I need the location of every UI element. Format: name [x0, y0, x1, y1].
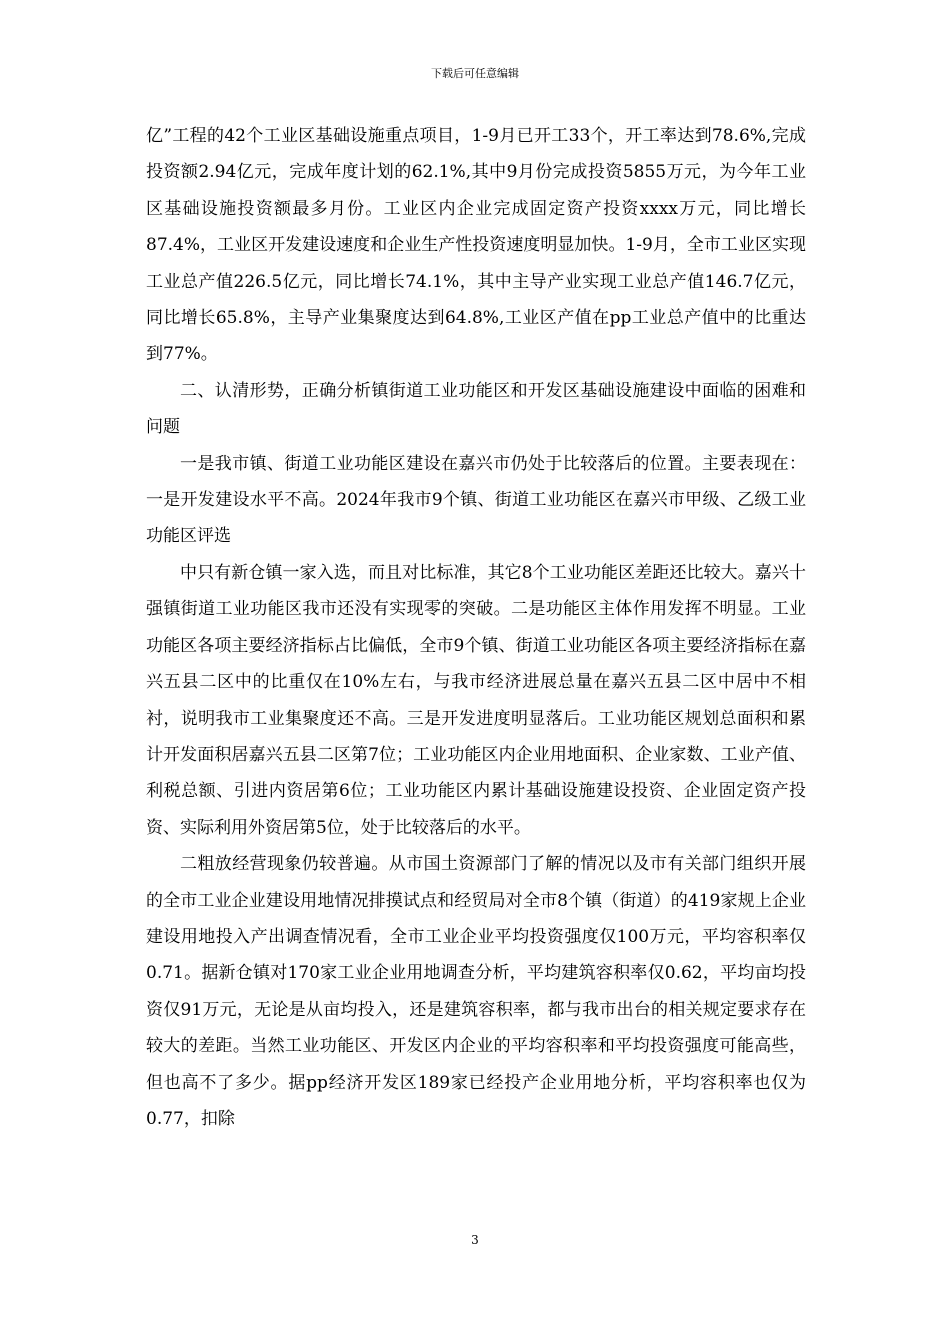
- paragraph-point-one: 一是我市镇、街道工业功能区建设在嘉兴市仍处于比较落后的位置。主要表现在：一是开发建设水平不高。2024年我市9个镇、街道工业功能区在嘉兴市甲级、乙级工业功能区评选: [146, 453, 806, 547]
- paragraph-continuation: 亿”工程的42个工业区基础设施重点项目，1-9月已开工33个，开工率达到78.6%,完成投资额2.94亿元，完成年度计划的62.1%,其中9月份完成投资5855万元，为今年工业区基础设施投资额最多月份。工业区内企业完成固定资产投资xxxx万元，同比增长87.4%，工业区开发建设速度和企业生产性投资速度明显加快。1-9月，全市工业区实现工业总产值226.5亿元，同比增长74.1%，其中主导产业实现工业总产值146.7亿元，同比增长65.8%，主导产业集聚度达到64.8%,工业区产值在pp工业总产值中的比重达到77%。: [146, 126, 806, 365]
- page-number: [0, 1232, 950, 1248]
- document-body: [146, 118, 806, 1137]
- header-text: 下载后可任意编辑: [431, 67, 519, 80]
- paragraph-point-one-continued: 中只有新仓镇一家入选，而且对比标准，其它8个工业功能区差距还比较大。嘉兴十强镇街道工业功能区我市还没有实现零的突破。二是功能区主体作用发挥不明显。工业功能区各项主要经济指标占比偏低，全市9个镇、街道工业功能区各项主要经济指标在嘉兴五县二区中的比重仅在10%左右，与我市经济进展总量在嘉兴五县二区中居中不相衬，说明我市工业集聚度还不高。三是开发进度明显落后。工业功能区规划总面积和累计开发面积居嘉兴五县二区第7位；工业功能区内企业用地面积、企业家数、工业产值、利税总额、引进内资居第6位；工业功能区内累计基础设施建设投资、企业固定资产投资、实际利用外资居第5位，处于比较落后的水平。: [146, 562, 806, 838]
- section-heading: 二、认清形势，正确分析镇街道工业功能区和开发区基础设施建设中面临的困难和问题: [146, 380, 806, 438]
- page-number-text: 3: [471, 1233, 479, 1247]
- page-header: [0, 66, 950, 82]
- paragraph-point-two: 二粗放经营现象仍较普遍。从市国土资源部门了解的情况以及市有关部门组织开展的全市工业企业建设用地情况排摸试点和经贸局对全市8个镇（街道）的419家规上企业建设用地投入产出调查情况看，全市工业企业平均投资强度仅100万元，平均容积率仅0.71。据新仓镇对170家工业企业用地调查分析，平均建筑容积率仅0.62，平均亩均投资仅91万元，无论是从亩均投入，还是建筑容积率，都与我市出台的相关规定要求存在较大的差距。当然工业功能区、开发区内企业的平均容积率和平均投资强度可能高些，但也高不了多少。据pp经济开发区189家已经投产企业用地分析，平均容积率也仅为0.77，扣除: [146, 854, 806, 1129]
